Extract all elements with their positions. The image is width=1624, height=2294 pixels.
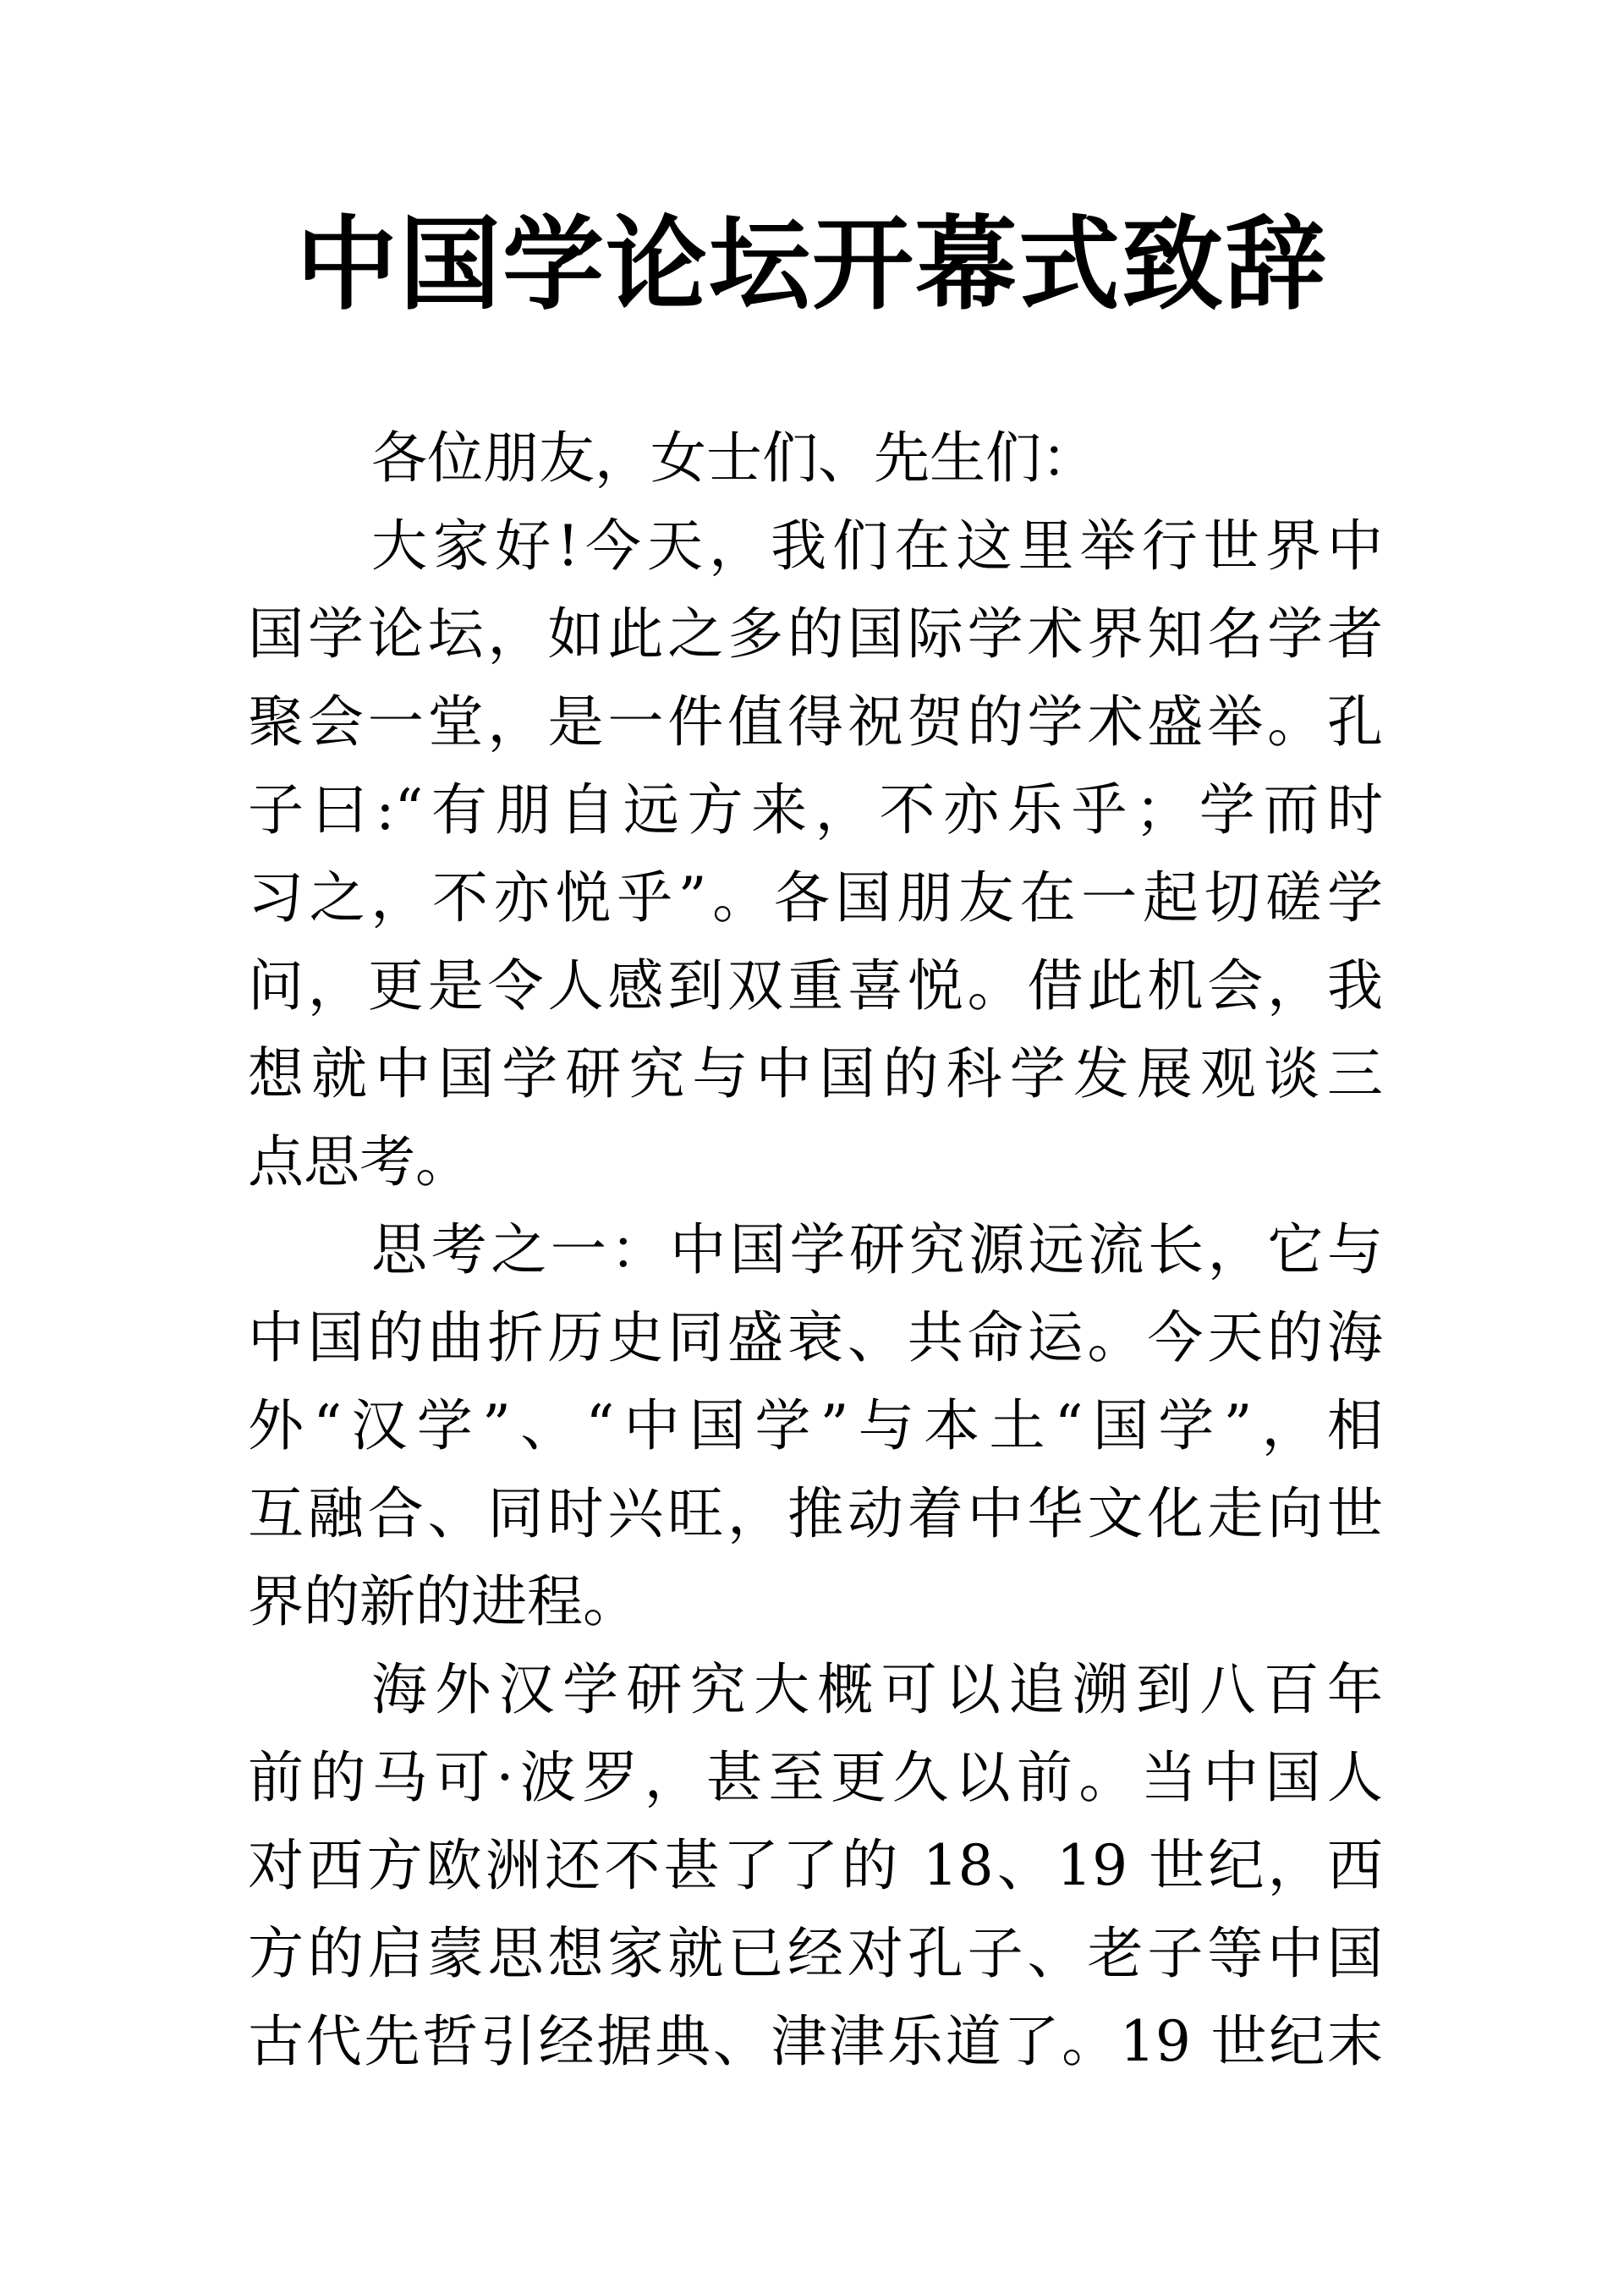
text-line: 海外汉学研究大概可以追溯到八百年: [371, 1657, 1383, 1722]
text-line: 聚会一堂，是一件值得祝贺的学术盛举。孔: [248, 689, 1383, 755]
document-title: 中国学论坛开幕式致辞: [296, 205, 1328, 324]
text-line: 外“汉学”、“中国学”与本土“国学”，相: [248, 1393, 1383, 1458]
text-line: 想就中国学研究与中国的科学发展观谈三: [248, 1041, 1383, 1106]
text-line: 点思考。: [248, 1129, 471, 1194]
text-line: 各位朋友，女士们、先生们：: [371, 425, 1097, 491]
text-line: 子曰:“有朋自远方来，不亦乐乎；学而时: [248, 777, 1383, 842]
text-line: 方的启蒙思想家就已经对孔子、老子等中国: [248, 1921, 1383, 1986]
text-line: 习之，不亦悦乎”。各国朋友在一起切磋学: [248, 865, 1383, 930]
text-line: 思考之一：中国学研究源远流长，它与: [371, 1217, 1383, 1282]
text-line: 界的新的进程。: [248, 1569, 639, 1634]
text-line: 古代先哲引经据典、津津乐道了。19 世纪末: [248, 2009, 1383, 2074]
text-line: 互融合、同时兴旺，推动着中华文化走向世: [248, 1481, 1383, 1546]
text-line: 前的马可·波罗，甚至更久以前。当中国人: [248, 1745, 1383, 1810]
text-line: 大家好!今天，我们在这里举行世界中: [371, 513, 1383, 579]
text-line: 中国的曲折历史同盛衰、共命运。今天的海: [248, 1305, 1383, 1370]
text-line: 问，更是令人感到双重喜悦。借此机会，我: [248, 953, 1383, 1018]
text-line: 对西方欧洲还不甚了了的 18、19 世纪，西: [248, 1833, 1383, 1898]
document-body: [248, 414, 1383, 2086]
text-line: 国学论坛，如此之多的国际学术界知名学者: [248, 601, 1383, 667]
